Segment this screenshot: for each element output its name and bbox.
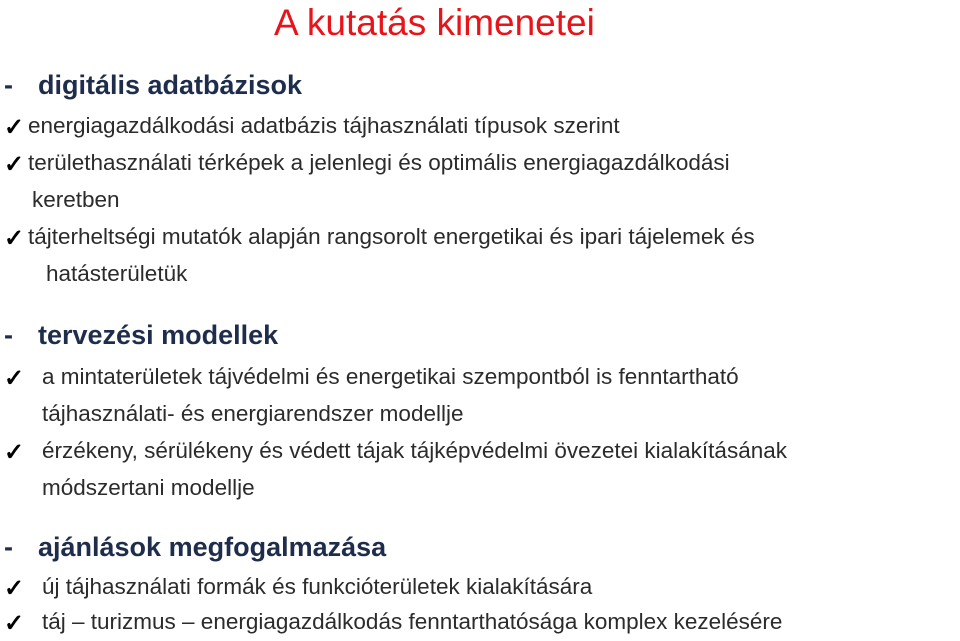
- list-item-text: táj – turizmus – energiagazdálkodás fenntarthatósága komplex kezelésére: [42, 609, 783, 634]
- list-item-text: energiagazdálkodási adatbázis tájhasználati típusok szerint: [28, 113, 620, 138]
- checkmark-icon: ✓: [4, 439, 25, 466]
- section-heading-recommendations: [4, 532, 386, 563]
- list-item-text: új tájhasználati formák és funkcióterületek kialakítására: [42, 574, 593, 599]
- section-dash: -: [4, 70, 13, 100]
- list-item-text: érzékeny, sérülékeny és védett tájak tájképvédelmi övezetei kialakításának: [42, 438, 787, 463]
- page-title: A kutatás kimenetei: [274, 2, 595, 43]
- list-item-text: területhasználati térképek a jelenlegi és optimális energiagazdálkodási: [28, 150, 730, 175]
- checkmark-icon: ✓: [4, 365, 25, 392]
- checkmark-icon: ✓: [4, 610, 25, 637]
- section-dash: -: [4, 320, 13, 350]
- list-item-text: tájterheltségi mutatók alapján rangsorolt energetikai és ipari tájelemek és: [28, 224, 755, 249]
- list-item-text: a mintaterületek tájvédelmi és energetikai szempontból is fenntartható: [42, 364, 739, 389]
- checkmark-icon: ✓: [4, 114, 25, 141]
- section-heading-digital-databases: [4, 70, 302, 101]
- section-dash: -: [4, 532, 13, 562]
- checkmark-icon: ✓: [4, 225, 25, 252]
- list-item-text-continued: keretben: [32, 187, 120, 212]
- section-heading-text: tervezési modellek: [38, 320, 279, 350]
- list-item-text-continued: tájhasználati- és energiarendszer modellje: [42, 401, 464, 426]
- section-heading-planning-models: [4, 320, 278, 351]
- list-item-text-continued: módszertani modellje: [42, 475, 255, 500]
- checkmark-icon: ✓: [4, 575, 25, 602]
- section-heading-text: ajánlások megfogalmazása: [38, 532, 387, 562]
- list-item-text-continued: hatásterületük: [46, 261, 188, 286]
- section-heading-text: digitális adatbázisok: [38, 70, 303, 100]
- checkmark-icon: ✓: [4, 151, 25, 178]
